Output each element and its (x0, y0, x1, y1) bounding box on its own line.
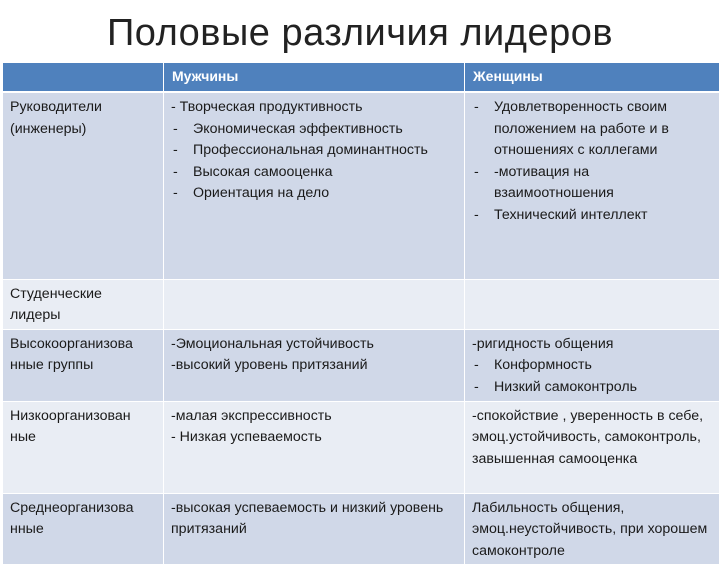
list-item: - Профессиональная доминантность (171, 140, 457, 162)
list-item: -ригидность общения (472, 335, 614, 352)
list-item: -малая экспрессивность (171, 407, 332, 424)
row-label: Студенческие лидеры (3, 279, 164, 329)
list-item: -высокий уровень притязаний (171, 357, 368, 373)
list-item: - Низкая успеваемость (171, 429, 322, 445)
page-title: Половые различия лидеров (106, 12, 614, 54)
cell-item-list (171, 498, 457, 541)
women-cell (465, 329, 720, 401)
women-cell (465, 493, 720, 565)
list-item: - Экономическая эффективность (171, 119, 457, 141)
list-item: -Эмоциональная устойчивость (171, 335, 374, 352)
table-row-high-org-groups (3, 329, 720, 401)
table-row-mid-org (3, 493, 720, 565)
list-item: - Высокая самооценка (171, 162, 457, 184)
row-label: Руководители (инженеры) (3, 92, 164, 279)
list-item: Лабильность общения, эмоц.неустойчивость, при хорошем самоконтроле (472, 499, 708, 559)
header-cell-women: Женщины (465, 63, 720, 93)
cell-item-list (472, 498, 712, 563)
header-cell-empty (3, 63, 164, 93)
women-cell (465, 279, 720, 329)
men-cell (164, 493, 465, 565)
list-item: - Технический интеллект (472, 205, 712, 227)
table-row-managers (3, 92, 720, 279)
list-item: -высокая успеваемость и низкий уровень притязаний (171, 499, 444, 537)
cell-item-list (171, 334, 457, 377)
list-item: -спокойствие , уверенность в себе, эмоц.устойчивость, самоконтроль, завышенная самооценка (472, 407, 704, 467)
cell-item-list (171, 406, 457, 449)
list-item: - Ориентация на дело (171, 183, 457, 205)
women-cell (465, 401, 720, 493)
list-item: - Конформность (472, 355, 712, 377)
row-label: Среднеорганизова нные (3, 493, 164, 565)
list-item: - Творческая продуктивность (171, 99, 363, 115)
men-cell (164, 279, 465, 329)
leader-differences-table (2, 62, 720, 565)
cell-item-list (171, 97, 457, 205)
row-label: Низкоорганизован ные (3, 401, 164, 493)
cell-item-list (472, 406, 712, 471)
men-cell (164, 92, 465, 279)
women-cell (465, 92, 720, 279)
list-item: - Удовлетворенность своим положением на работе и в отношениях с коллегами (472, 97, 712, 162)
table-row-student-leaders (3, 279, 720, 329)
header-cell-men: Мужчины (164, 63, 465, 93)
cell-item-list (472, 334, 712, 399)
men-cell (164, 401, 465, 493)
list-item: - -мотивация на взаимоотношения (472, 162, 712, 205)
header-row (3, 63, 720, 93)
list-item: - Низкий самоконтроль (472, 377, 712, 399)
men-cell (164, 329, 465, 401)
row-label: Высокоорганизова нные группы (3, 329, 164, 401)
cell-item-list (472, 97, 712, 226)
table-row-low-org (3, 401, 720, 493)
